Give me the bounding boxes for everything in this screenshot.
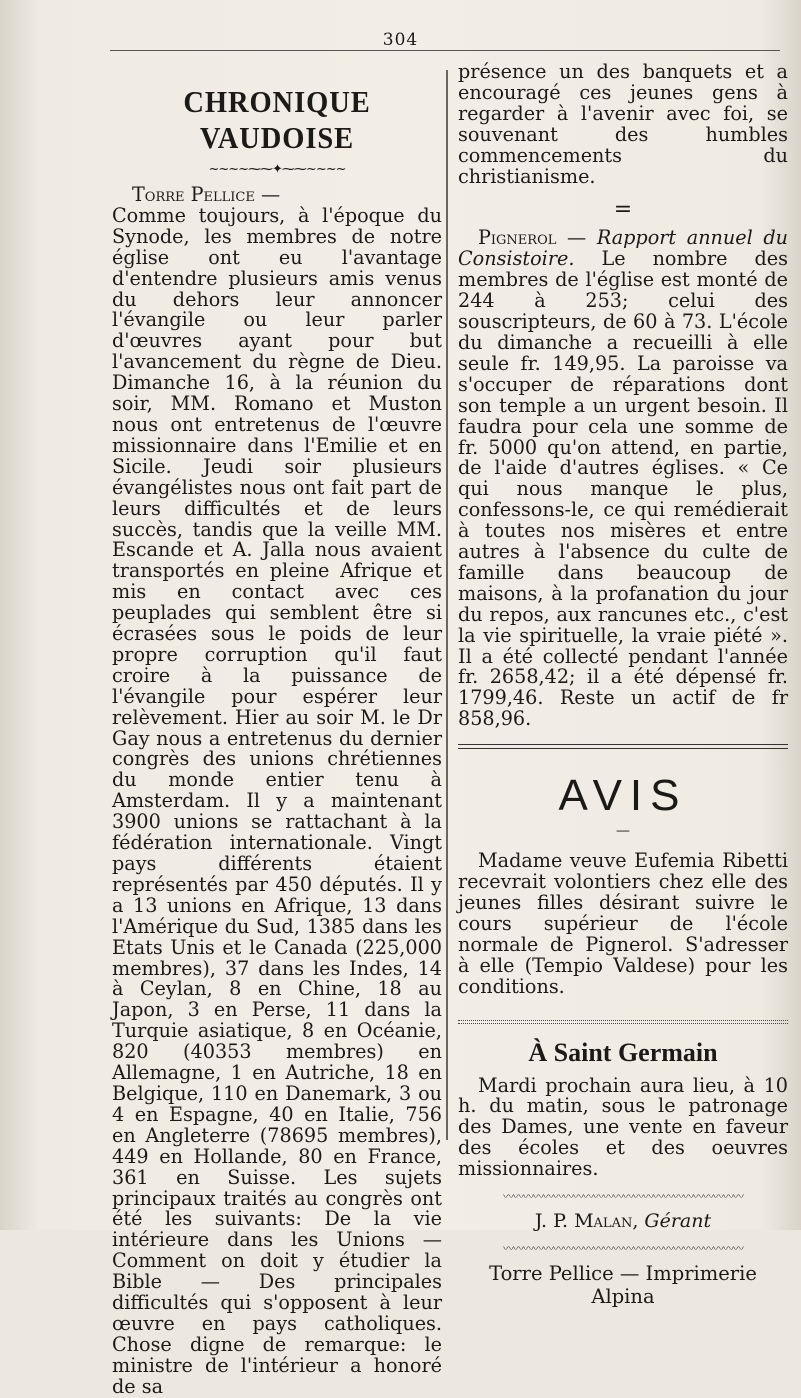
avis-dash: — [616, 823, 630, 840]
avis-body: Madame veuve Eufemia Ribetti recevrait volontiers chez elle des jeunes filles désirant suivre le cours supérieur de l'école normale de Pignerol. S'adresser à elle (Tempio Valdese) pour les conditions. [458, 849, 788, 998]
column-divider [446, 70, 448, 1140]
left-column [112, 62, 442, 1398]
pignerol-body: Le nombre des membres de l'église est monté de 244 à 253; celui des souscripteurs, de 60 à 73. L'école du dimanche a recueilli à elle seule fr. 149,95. La paroisse va s'occuper de réparations dont son temple a un urgent besoin. Il faudra pour cela une somme de fr. 5000 qu'on attend, en partie, de l'aide d'autres églises. « Ce qui nous manque le plus, confessons-le, ce qui remédierait à toutes nos misères et entre autres à l'absence du culte de famille dans beaucoup de maisons, à la profanation du jour du repos, aux rancunes etc., c'est la vie spirituelle, la vraie piété ». Il a été collecté pendant l'année fr. 2658,42; il a été dépensé fr. 1799,46. Reste un actif de fr 858,96. [458, 247, 788, 731]
pignerol-heading: Rapport annuel du Consistoire. [458, 226, 789, 271]
page-number: 304 [382, 30, 419, 50]
torre-pellice-place: Torre Pellice — [132, 183, 281, 206]
saint-germain-title: À Saint Germain [528, 1037, 718, 1067]
double-rule [458, 744, 788, 749]
printer-line: Torre Pellice — Imprimerie Alpina [489, 1262, 757, 1309]
gerant-role: Gérant [644, 1210, 712, 1233]
title-ornament: ~~~~⁓⁓✦⁓⁓~~~~ [208, 162, 346, 177]
avis-title: AVIS [558, 771, 688, 821]
right-column [458, 62, 788, 1308]
wavy-rule-top: 〰〰〰〰〰〰〰〰〰〰〰〰〰〰〰〰〰〰〰〰〰〰〰〰 [503, 1190, 743, 1204]
wavy-rule-bottom: 〰〰〰〰〰〰〰〰〰〰〰〰〰〰〰〰〰〰〰〰〰〰〰〰 [503, 1242, 743, 1256]
continuation-text: présence un des banquets et a encouragé ces jeunes gens à regarder à l'avenir avec foi, se souvenant des humbles commencements du christianisme. [458, 60, 788, 188]
saint-germain-body: Mardi prochain aura lieu, à 10 h. du matin, sous le patronage des Dames, une vente en faveur des écoles et des oeuvres missionnaires. [458, 1073, 788, 1181]
pignerol-place: Pignerol — [478, 226, 587, 250]
article-separator: = [613, 197, 633, 223]
torre-pellice-body: Comme toujours, à l'époque du Synode, les membres de notre église ont eu l'avantage d'entendre plusieurs amis venus du dehors leur annoncer l'évangile ou leur parler d'œuvres ayant pour but l'avancement du règne de Dieu. Dimanche 16, à la réunion du soir, MM. Romano et Muston nous ont entretenus de l'œuvre missionnaire dans l'Emilie et en Sicile. Jeudi soir plusieurs évangélistes nous ont fait part de leurs difficultés et de leurs succès, tandis que la veille MM. Escande et A. Jalla nous avaient transportés en pleine Afrique et mis en contact avec ces peuplades qui semblent être si écrasées sous le poids de leur propre corruption qu'il faut croire à la puissance de l'évangile pour espérer leur relèvement. Hier au soir M. le Dr Gay nous a entretenus du dernier congrès des unions chrétiennes du monde entier tenu à Amsterdam. Il y a maintenant 3900 unions se rattachant à la fédération internationale. Vingt pays différents étaient représentés par 450 députés. Il y a 13 unions en Afrique, 13 dans l'Amérique du Sud, 1385 dans les Etats Unis et le Canada (225,000 membres), 37 dans les Indes, 14 à Ceylan, 8 en Chine, 18 au Japon, 3 en Perse, 11 dans la Turquie asiatique, 8 en Océanie, 820 (40353 membres) en Allemagne, 1 en Autriche, 18 en Belgique, 110 en Danemark, 3 ou 4 en Espagne, 40 en Italie, 756 en Angleterre (78695 membres), 449 en Hollande, 80 en France, 361 en Suisse. Les sujets principaux traités au congrès ont été les suivants: De la vie intérieure dans les Unions — Comment on doit y étudier la Bible — Des principales difficultés qui s'opposent à leur œuvre en pays catholiques. Chose digne de remarque: le ministre de l'intérieur a honoré de sa [112, 203, 442, 1398]
top-rule [110, 50, 780, 51]
section-title: CHRONIQUE VAUDOISE [183, 84, 371, 155]
torre-pellice-article [112, 185, 442, 1398]
gerant-line [458, 1210, 788, 1232]
gerant-name: J. P. Malan, [534, 1210, 639, 1233]
dotted-rule [458, 1020, 788, 1024]
pignerol-article [458, 228, 788, 730]
